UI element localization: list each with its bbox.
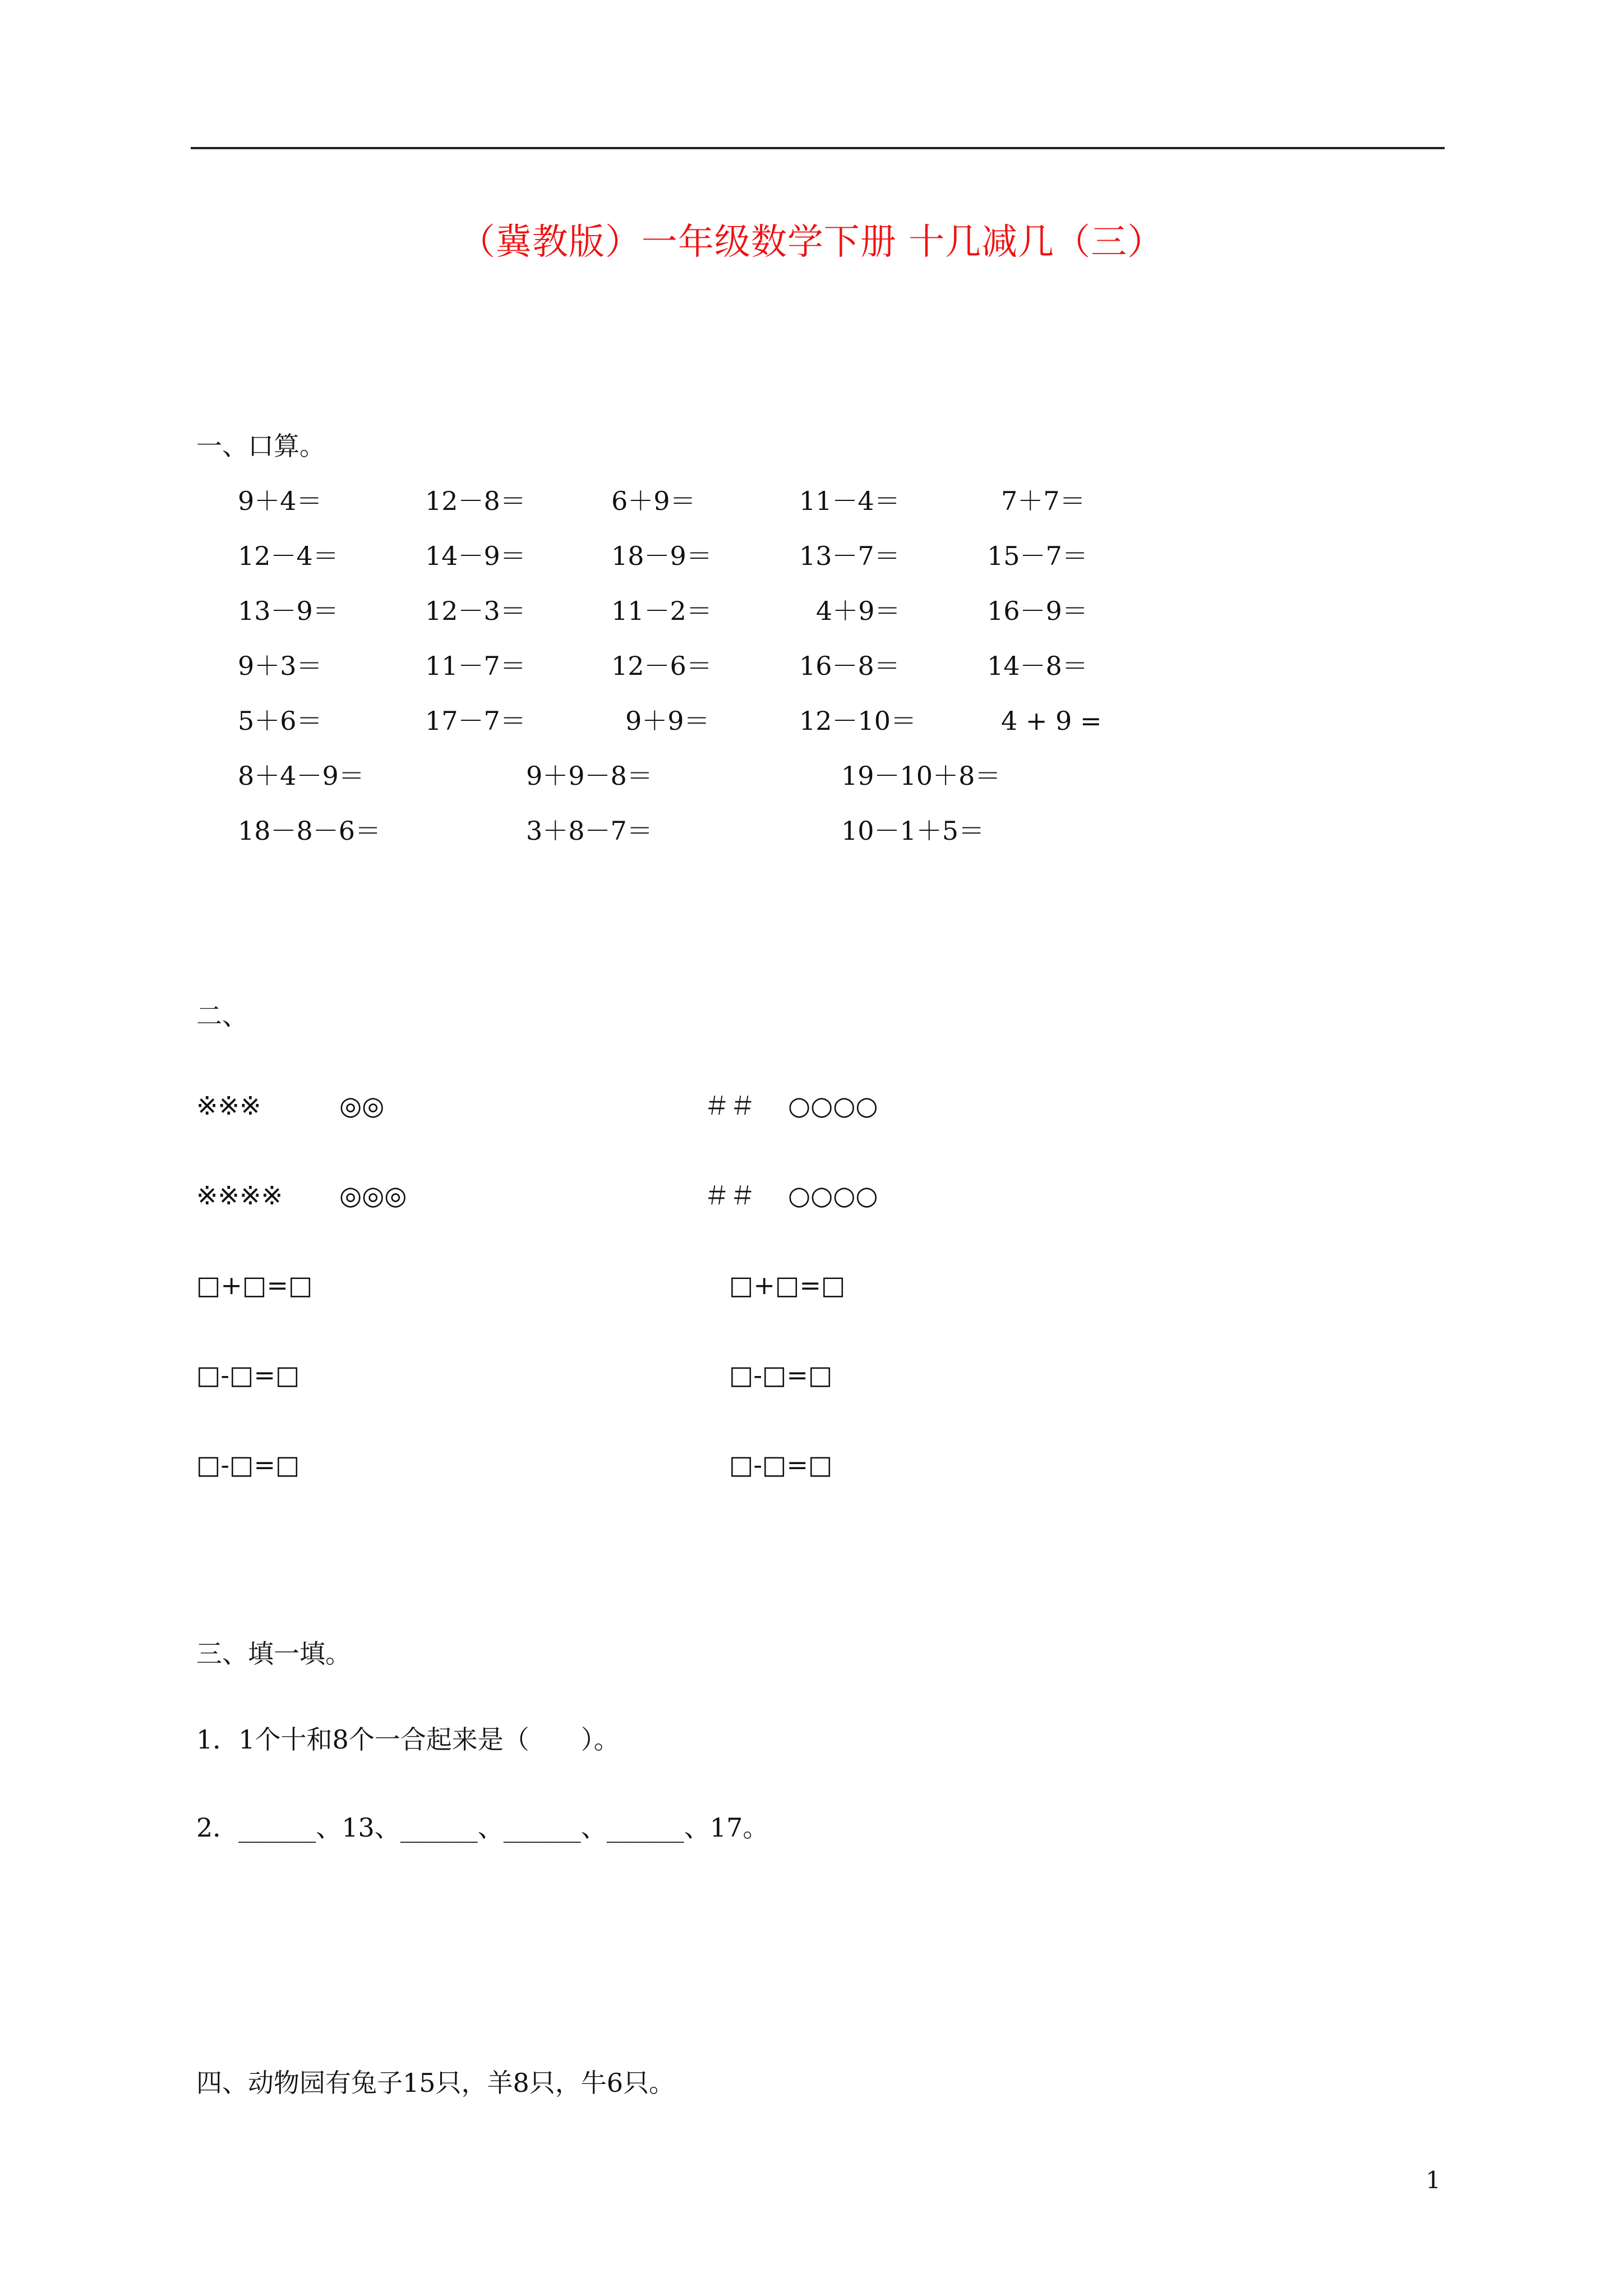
- symbol-group-a: ※※※※: [196, 1180, 283, 1211]
- mixed-problem: 3＋8－7＝: [526, 816, 653, 846]
- oral-problem: 16－8＝: [799, 651, 900, 681]
- box-equation: □-□=□: [196, 1360, 300, 1390]
- oral-problem: 12－8＝: [425, 486, 526, 516]
- oral-problem: 4 + 9 =: [1001, 706, 1102, 736]
- oral-problem: 14－9＝: [425, 541, 526, 571]
- box-equation: □+□=□: [729, 1270, 846, 1300]
- oral-problem: 17－7＝: [425, 706, 526, 736]
- section-4-heading: 四、动物园有兔子15只，羊8只，牛6只。: [196, 2068, 675, 2098]
- box-equation: □-□=□: [729, 1360, 833, 1390]
- symbol-group-c: ＃＃: [704, 1180, 755, 1211]
- symbol-group-a: ※※※: [196, 1091, 261, 1121]
- symbol-group-d: ○○○○: [788, 1091, 878, 1121]
- oral-problem: 4＋9＝: [816, 596, 901, 626]
- box-equation: □+□=□: [196, 1270, 313, 1300]
- symbol-group-b: ◎◎: [339, 1091, 385, 1121]
- fill-item-1: 1．1个十和8个一合起来是（ ）。: [196, 1724, 620, 1755]
- symbol-group-b: ◎◎◎: [339, 1180, 407, 1211]
- oral-problem: 5＋6＝: [238, 706, 322, 736]
- fill-item-2: 2．______、13、______、______、______、17。: [196, 1812, 769, 1843]
- box-equation: □-□=□: [729, 1450, 833, 1480]
- oral-problem: 16－9＝: [987, 596, 1088, 626]
- mixed-problem: 10－1＋5＝: [841, 816, 985, 846]
- oral-problem: 12－3＝: [425, 596, 526, 626]
- oral-problem: 12－6＝: [611, 651, 712, 681]
- mixed-problem: 8＋4－9＝: [238, 761, 365, 791]
- oral-problem: 13－7＝: [799, 541, 900, 571]
- symbol-group-d: ○○○○: [788, 1180, 878, 1211]
- oral-problem: 6＋9＝: [611, 486, 696, 516]
- mixed-problem: 18－8－6＝: [238, 816, 381, 846]
- oral-problem: 9＋9＝: [625, 706, 710, 736]
- mixed-problem: 19－10＋8＝: [841, 761, 1001, 791]
- section-2-heading: 二、: [196, 1001, 248, 1031]
- oral-problem: 12－4＝: [238, 541, 339, 571]
- oral-problem: 15－7＝: [987, 541, 1088, 571]
- section-1-heading: 一、口算。: [196, 431, 325, 461]
- oral-problem: 13－9＝: [238, 596, 339, 626]
- symbol-group-c: ＃＃: [704, 1091, 755, 1121]
- header-rule: [191, 147, 1445, 149]
- oral-problem: 11－4＝: [799, 486, 900, 516]
- box-equation: □-□=□: [196, 1450, 300, 1480]
- oral-problem: 7＋7＝: [1001, 486, 1086, 516]
- oral-problem: 11－2＝: [611, 596, 712, 626]
- oral-problem: 9＋3＝: [238, 651, 322, 681]
- oral-problem: 18－9＝: [611, 541, 712, 571]
- oral-problem: 12－10＝: [799, 706, 917, 736]
- section-3-heading: 三、填一填。: [196, 1639, 351, 1669]
- oral-problem: 11－7＝: [425, 651, 526, 681]
- page-number: 1: [1426, 2166, 1441, 2194]
- page-title: （冀教版）一年级数学下册 十几减几（三）: [459, 222, 1164, 263]
- oral-problem: 14－8＝: [987, 651, 1088, 681]
- mixed-problem: 9＋9－8＝: [526, 761, 653, 791]
- oral-problem: 9＋4＝: [238, 486, 322, 516]
